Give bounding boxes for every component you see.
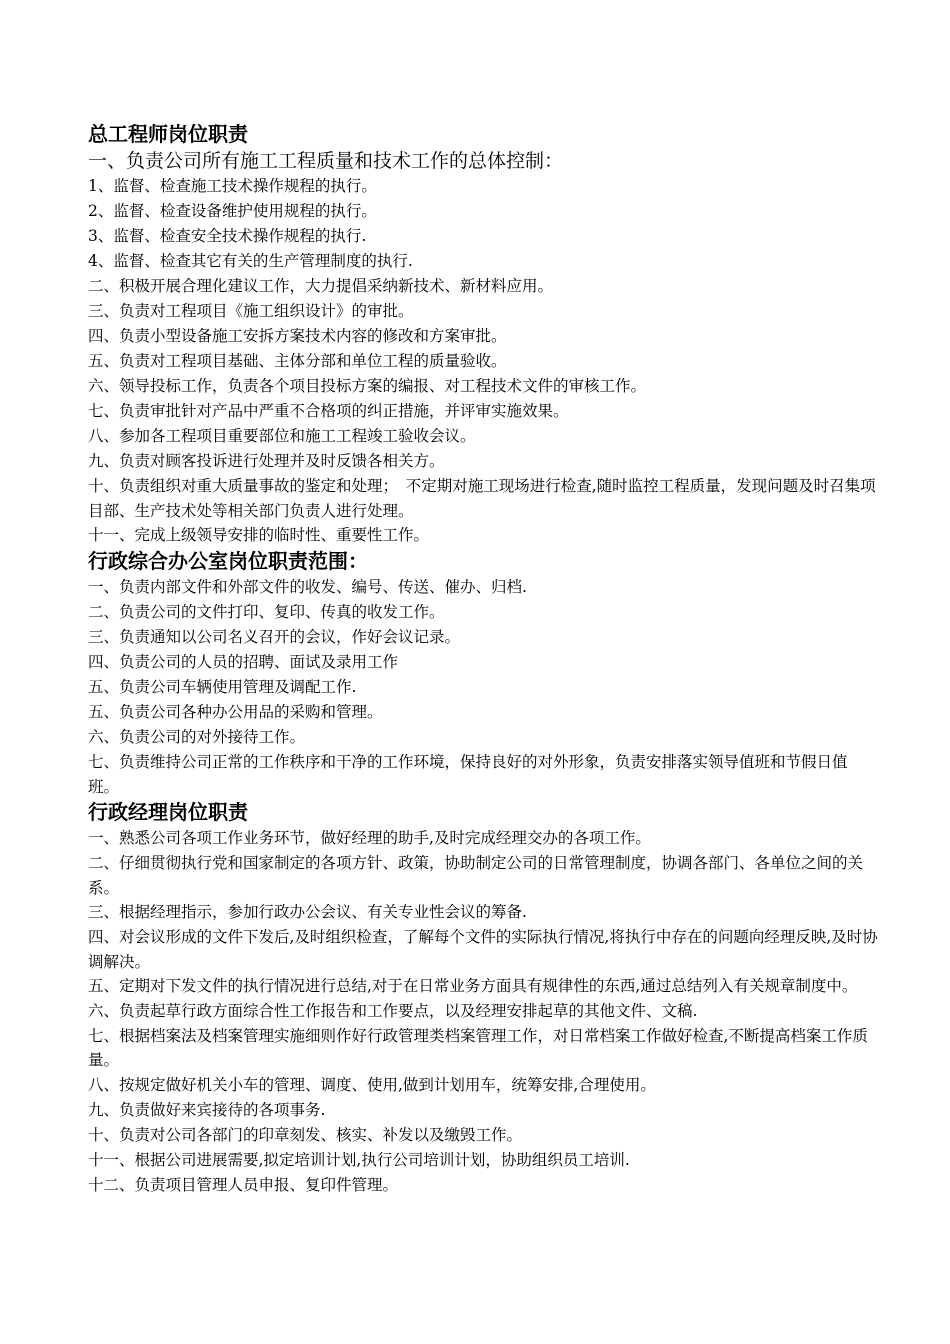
list-item: 二、仔细贯彻执行党和国家制定的各项方针、政策，协助制定公司的日常管理制度，协调各部门、各单位之间的关系。 — [88, 854, 864, 897]
section-admin-manager — [88, 799, 878, 1198]
list-item: 十一、根据公司进展需要,拟定培训计划,执行公司培训计划，协助组织员工培训. — [88, 1150, 630, 1169]
list-item: 二、负责公司的文件打印、复印、传真的收发工作。 — [88, 603, 445, 621]
document-page — [88, 121, 878, 1198]
list-item: 五、负责对工程项目基础、主体分部和单位工程的质量验收。 — [88, 352, 507, 370]
list-item: 四、负责公司的人员的招聘、面试及录用工作 — [88, 653, 399, 671]
section-title: 行政经理岗位职责 — [88, 800, 248, 824]
list-item: 四、对会议形成的文件下发后,及时组织检查，了解每个文件的实际执行情况,将执行中存在的问题向经理反映,及时协调解决。 — [88, 928, 878, 971]
list-item: 十、负责对公司各部门的印章刻发、核实、补发以及缴毁工作。 — [88, 1125, 523, 1144]
list-item: 七、负责审批针对产品中严重不合格项的纠正措施，并评审实施效果。 — [88, 402, 569, 420]
list-item: 五、负责公司车辆使用管理及调配工作. — [88, 678, 357, 696]
list-item: 二、积极开展合理化建议工作，大力提倡采纳新技术、新材料应用。 — [88, 277, 554, 295]
list-item: 五、定期对下发文件的执行情况进行总结,对于在日常业务方面具有规律性的东西,通过总结列入有关规章制度中。 — [88, 977, 858, 995]
list-item: 六、负责起草行政方面综合性工作报告和工作要点，以及经理安排起草的其他文件、文稿. — [88, 1001, 698, 1020]
list-item: 六、负责公司的对外接待工作。 — [88, 728, 306, 746]
list-item: 四、负责小型设备施工安拆方案技术内容的修改和方案审批。 — [88, 327, 507, 345]
list-item: 2、监督、检查设备维护使用规程的执行。 — [88, 202, 377, 220]
list-item: 十二、负责项目管理人员申报、复印件管理。 — [88, 1175, 399, 1194]
section-admin-office — [88, 548, 878, 799]
list-item: 九、负责对顾客投诉进行处理并及时反馈各相关方。 — [88, 452, 445, 470]
list-item: 十、负责组织对重大质量事故的鉴定和处理； 不定期对施工现场进行检查,随时监控工程质量，发现问题及时召集项目部、生产技术处等相关部门负责人进行处理。 — [88, 477, 876, 520]
list-item: 八、按规定做好机关小车的管理、调度、使用,做到计划用车，统筹安排,合理使用。 — [88, 1075, 656, 1094]
section-title: 总工程师岗位职责 — [88, 122, 248, 146]
list-item: 3、监督、检查安全技术操作规程的执行. — [88, 227, 367, 245]
list-item: 一、熟悉公司各项工作业务环节，做好经理的助手,及时完成经理交办的各项工作。 — [88, 829, 651, 847]
section-title: 行政综合办公室岗位职责范围： — [88, 549, 368, 573]
list-item: 三、根据经理指示，参加行政办公会议、有关专业性会议的筹备. — [88, 903, 527, 921]
list-item: 七、根据档案法及档案管理实施细则作好行政管理类档案管理工作，对日常档案工作做好检查,不断提高档案工作质量。 — [88, 1026, 868, 1069]
section-chief-engineer — [88, 121, 878, 548]
list-item: 五、负责公司各种办公用品的采购和管理。 — [88, 703, 383, 721]
list-item: 十一、完成上级领导安排的临时性、重要性工作。 — [88, 526, 430, 544]
list-item: 1、监督、检查施工技术操作规程的执行。 — [88, 177, 377, 195]
list-item: 一、负责内部文件和外部文件的收发、编号、传送、催办、归档. — [88, 578, 527, 596]
section-lead-item: 一、负责公司所有施工工程质量和技术工作的总体控制： — [88, 150, 564, 172]
list-item: 七、负责维持公司正常的工作秩序和干净的工作环境，保持良好的对外形象，负责安排落实领导值班和节假日值班。 — [88, 753, 848, 796]
list-item: 九、负责做好来宾接待的各项事务. — [88, 1100, 326, 1119]
list-item: 三、负责通知以公司名义召开的会议，作好会议记录。 — [88, 628, 461, 646]
list-item: 六、领导投标工作，负责各个项目投标方案的编报、对工程技术文件的审核工作。 — [88, 377, 647, 395]
list-item: 八、参加各工程项目重要部位和施工工程竣工验收会议。 — [88, 427, 476, 445]
list-item: 三、负责对工程项目《施工组织设计》的审批。 — [88, 302, 414, 320]
list-item: 4、监督、检查其它有关的生产管理制度的执行. — [88, 252, 413, 270]
